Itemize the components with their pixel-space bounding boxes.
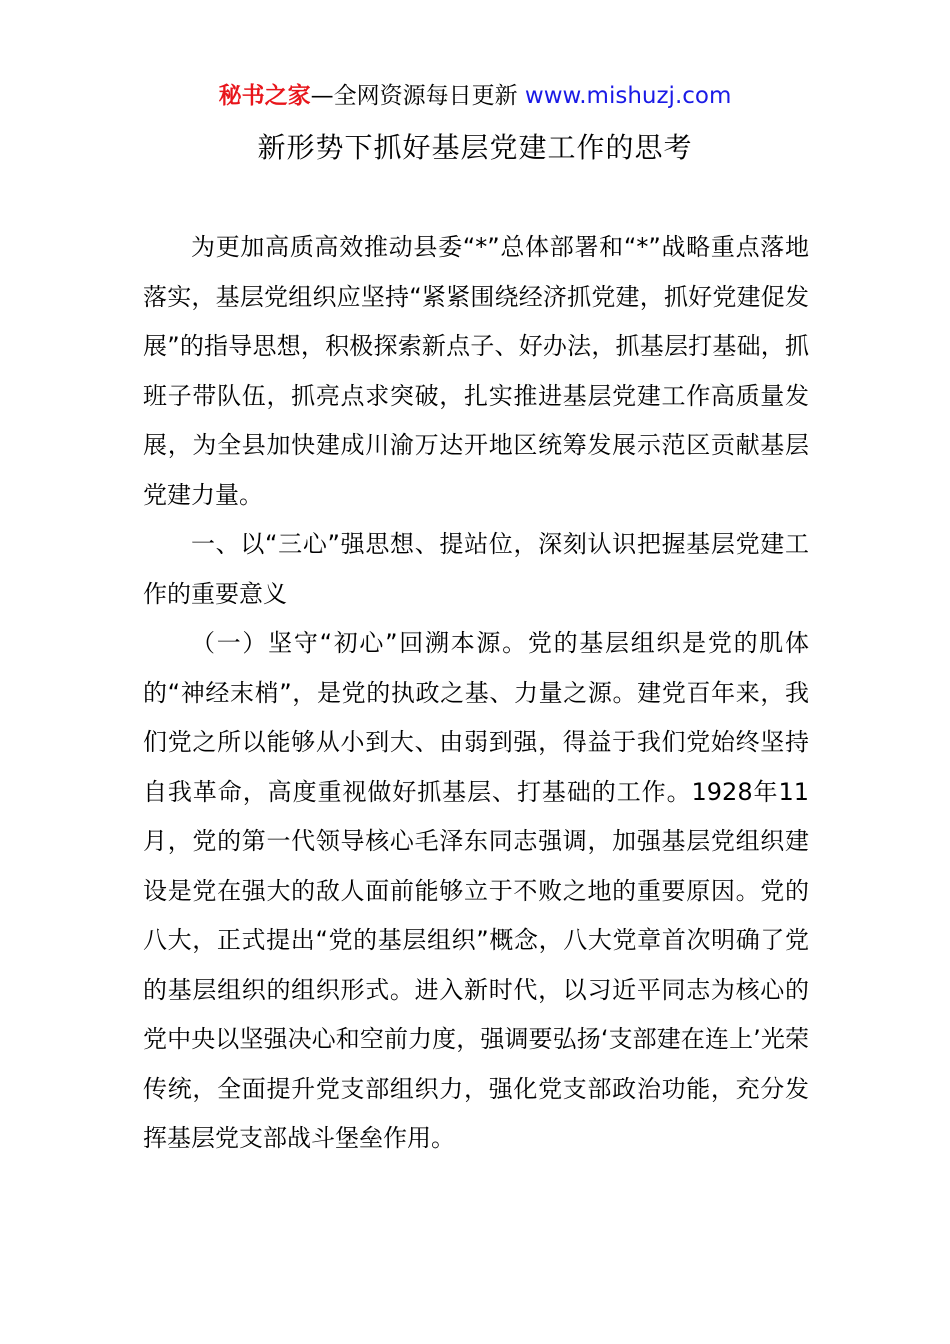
document-body xyxy=(143,223,809,1164)
site-brand-name: 秘书之家 xyxy=(218,83,311,109)
site-tagline: —全网资源每日更新 xyxy=(310,83,525,109)
site-header xyxy=(0,80,950,112)
intro-paragraph: 为更加高质高效推动县委“*”总体部署和“*”战略重点落地落实，基层党组织应坚持“紧紧围绕经济抓党建，抓好党建促发展”的指导思想，积极探索新点子、好办法，抓基层打基础，抓班子带队伍，抓亮点求突破，扎实推进基层党建工作高质量发展，为全县加快建成川渝万达开地区统筹发展示范区贡献基层党建力量。 xyxy=(143,233,809,509)
document-title: 新形势下抓好基层党建工作的思考 xyxy=(257,131,693,164)
subsection-paragraph: （一）坚守“初心”回溯本源。党的基层组织是党的肌体的“神经末梢”，是党的执政之基、力量之源。建党百年来，我们党之所以能够从小到大、由弱到强，得益于我们党始终坚持自我革命，高度重视做好抓基层、打基础的工作。1928年11月，党的第一代领导核心毛泽东同志强调，加强基层党组织建设是党在强大的敌人面前能够立于不败之地的重要原因。党的八大，正式提出“党的基层组织”概念，八大党章首次明确了党的基层组织的组织形式。进入新时代，以习近平同志为核心的党中央以坚强决心和空前力度，强调要弘扬‘支部建在连上’光荣传统，全面提升党支部组织力，强化党支部政治功能，充分发挥基层党支部战斗堡垒作用。 xyxy=(143,629,809,1152)
site-url-link[interactable]: www.mishuzj.com xyxy=(524,83,732,109)
section-heading: 一、以“三心”强思想、提站位，深刻认识把握基层党建工作的重要意义 xyxy=(143,530,809,608)
